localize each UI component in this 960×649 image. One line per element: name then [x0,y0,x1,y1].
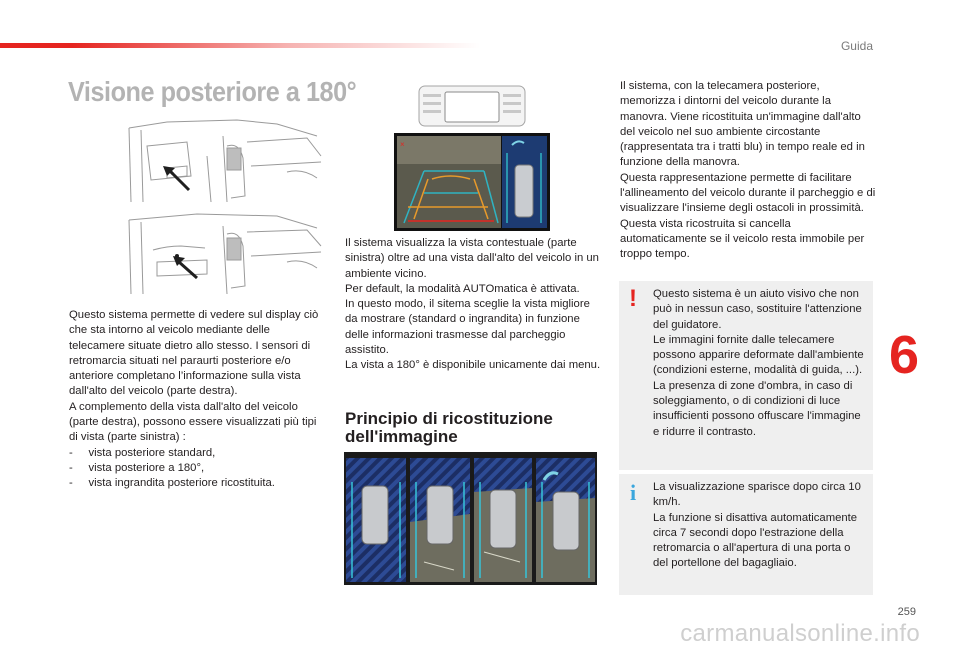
context-view-text: Il sistema visualizza la vista contestuale (parte sinistra) oltre ad una vista dall'alto del veicolo in un ambiente vicino. Per default, la modalità AUTOmatica è attivata. In questo modo, il sitema sceglie la vista migliore da mostrare (standard o ingrandita) in funzione delle informazioni trasmesse dal parcheggio assistito. La vista a 180° è disponibile unicamente dai menu. [345,237,601,372]
svg-text:×: × [400,140,405,149]
info-note [619,474,873,595]
context-view-paragraph [345,236,601,374]
rear-camera-screen-illustration [394,133,550,231]
warning-note [619,281,873,470]
info-note-text: La visualizzazione sparisce dopo circa 10 km/h. La funzione si disattiva automaticamente circa 7 secondi dopo l'estrazione della retromarcia o all'apertura di una porta o del portellone del bagagliaio. [653,481,861,570]
reconstruction-paragraph [620,79,876,263]
warning-note-text: Questo sistema è un aiuto visivo che non può in nessun caso, sostituire l'attenzione del guidatore. Le immagini fornite dalle telecamere possono apparire deformate dall'ambiente (condizioni esterne, modalità di guida, ...). La presenza di zone d'ombra, in caso di soleggiamento, o di condizioni di luce insufficienti possono offuscare l'immagine e ridurre il contrasto. [653,288,864,438]
intro-paragraph [69,308,323,492]
chapter-number: 6 [889,325,920,385]
page-number: 259 [897,606,916,618]
section-subtitle: Principio di ricostituzione dell'immagine [345,409,553,446]
intro-text: Questo sistema permette di vedere sul display ciò che sta intorno al veicolo mediante delle telecamere situate dietro allo stesso. I sensori di retromarcia situati nel paraurti posteriore e/o anteriore completano l’informazione sulla vista dall'alto del veicolo (parte destra). A complemento della vista dall'alto del veicolo (parte destra), possono essere visualizzati più tipi di vista (parte sinistra) : - vista posteriore standard, - vista posteriore a 180°, - vista ingrandita posteriore ricostituita. [69,309,319,490]
watermark: carmanualsonline.info [680,620,920,647]
van-rear-camera-illustration [127,116,323,204]
info-icon: i [629,480,637,505]
image-reconstruction-illustration [344,452,597,585]
page-title: Visione posteriore a 180° [68,76,357,107]
header-accent-bar [0,43,480,48]
warning-icon: ! [629,285,637,312]
van-rear-camera-detail-illustration [127,210,323,296]
section-label: Guida [840,39,873,53]
reconstruction-text: Il sistema, con la telecamera posteriore, memorizza i dintorni del veicolo durante la manovra. Viene ricostituita un'immagine dall'alto del veicolo nel suo ambiente circostante (rappresentata tra i tratti blu) in tempo reale ed in funzione della manovra. Questa rappresentazione permette di facilitare l'allineamento del veicolo durante il parcheggio e di visualizzare l'insieme degli ostacoli in prossimità. Questa vista ricostruita si cancella automaticamente se il veicolo resta immobile per troppo tempo. [620,80,876,261]
display-unit-illustration [417,84,527,128]
